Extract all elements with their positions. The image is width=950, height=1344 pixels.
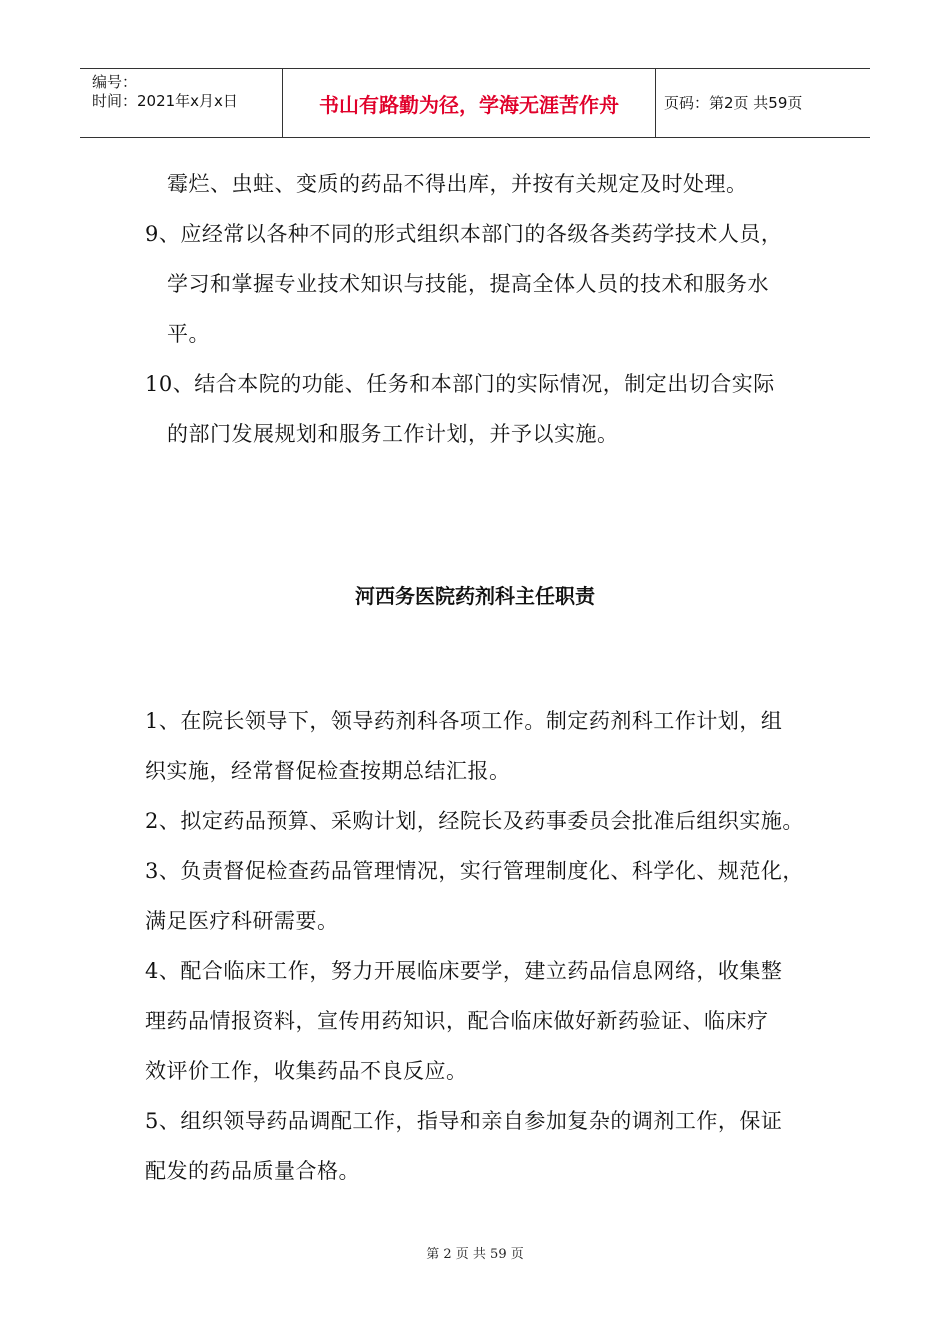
paragraph-line: 学习和掌握专业技术知识与技能，提高全体人员的技术和服务水: [167, 272, 769, 296]
motto-text: 书山有路勤为径，学海无涯苦作舟: [319, 93, 619, 117]
paragraph-line: 1、在院长领导下，领导药剂科各项工作。制定药剂科工作计划，组: [145, 709, 783, 733]
paragraph-line: 织实施，经常督促检查按期总结汇报。: [145, 759, 511, 783]
paragraph-line: 效评价工作，收集药品不良反应。: [145, 1059, 468, 1083]
paragraph-line: 10、结合本院的功能、任务和本部门的实际情况，制定出切合实际: [145, 372, 775, 396]
serial-label: 编号：: [92, 73, 138, 91]
paragraph-line: 平。: [167, 322, 210, 346]
time-label: 时间：2021年x月x日: [92, 92, 238, 110]
paragraph-line: 满足医疗科研需要。: [145, 909, 339, 933]
header-page-cell: [654, 69, 870, 137]
paragraph-line: 9、应经常以各种不同的形式组织本部门的各级各类药学技术人员，: [145, 222, 783, 246]
page-footer: 第 2 页 共 59 页: [426, 1247, 524, 1262]
paragraph-line: 霉烂、虫蛀、变质的药品不得出库，并按有关规定及时处理。: [167, 172, 748, 196]
page-code: 页码：第2页 共59页: [664, 94, 803, 112]
paragraph-line: 4、配合临床工作，努力开展临床要学，建立药品信息网络，收集整: [145, 959, 783, 983]
paragraph-line: 2、拟定药品预算、采购计划，经院长及药事委员会批准后组织实施。: [145, 809, 804, 833]
page-header: [80, 68, 870, 138]
header-motto-cell: [282, 69, 656, 137]
paragraph-line: 配发的药品质量合格。: [145, 1159, 360, 1183]
paragraph-line: 5、组织领导药品调配工作，指导和亲自参加复杂的调剂工作，保证: [145, 1109, 783, 1133]
paragraph-line: 的部门发展规划和服务工作计划，并予以实施。: [167, 422, 619, 446]
header-meta-cell: [80, 69, 282, 137]
paragraph-line: 理药品情报资料，宣传用药知识，配合临床做好新药验证、临床疗: [145, 1009, 769, 1033]
section-title: 河西务医院药剂科主任职责: [355, 584, 595, 608]
paragraph-line: 3、负责督促检查药品管理情况，实行管理制度化、科学化、规范化，: [145, 859, 804, 883]
